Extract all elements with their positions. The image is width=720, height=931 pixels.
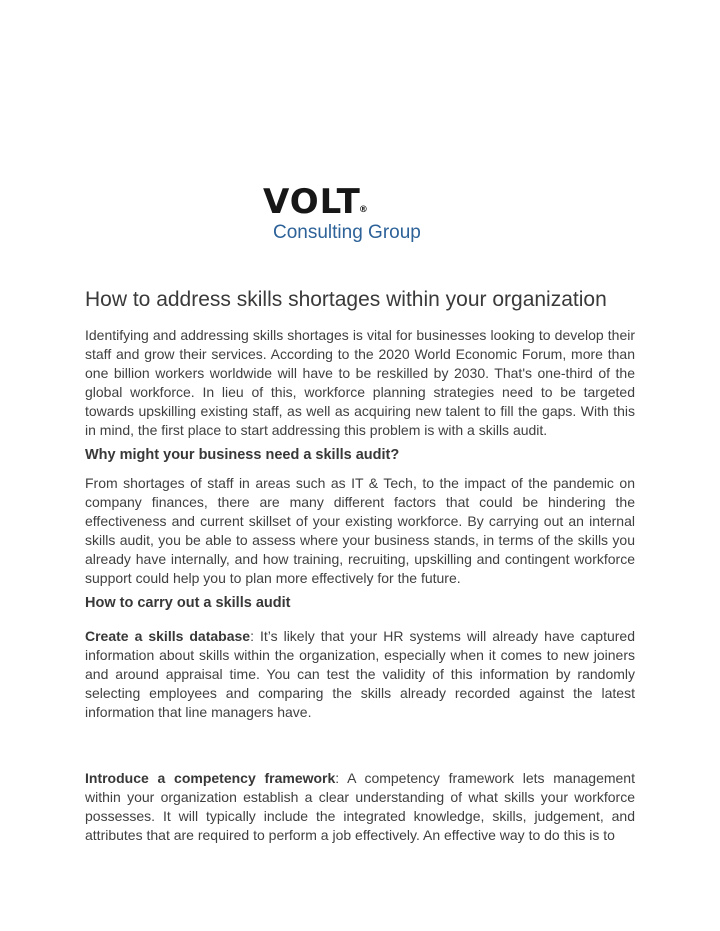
article-title: How to address skills shortages within your organization — [85, 288, 607, 311]
subheading-how-to-carry-out: How to carry out a skills audit — [85, 595, 291, 611]
paragraph-lead-create-skills-database: Create a skills database — [85, 628, 251, 644]
paragraph-why-skills-audit: From shortages of staff in areas such as IT & Tech, to the impact of the pandemic on company finances, there are many different factors that could be hindering the effectiveness and current skillset of your existing workforce. By carrying out an internal skills audit, you be able to assess where your business stands, in terms of the skills you already have internally, and how training, recruiting, upskilling and contingent workforce support could help you to plan more effectively for the future. — [85, 475, 635, 586]
paragraph-text-create-skills-database: : It’s likely that your HR systems will already have captured information about skills within the organization, especially when it comes to new joiners and around appraisal time. You can test the validity of this information by randomly selecting employees and comparing the skills already recorded against the latest information that line managers have. — [85, 628, 635, 720]
paragraph-text-competency-framework: : A competency framework lets management within your organization establish a clear understanding of what skills your workforce possesses. It will typically include the integrated knowledge, skills, judgement, and attributes that are required to perform a job effectively. An effective way to do this is to — [85, 770, 635, 843]
volt-logo-wordmark-row — [263, 182, 421, 222]
paragraph-competency-framework — [85, 769, 635, 845]
volt-logo — [263, 0, 421, 244]
paragraph-intro: Identifying and addressing skills shortages is vital for businesses looking to develop their staff and grow their services. According to the 2020 World Economic Forum, more than one billion workers worldwide will have to be reskilled by 2030. That's one-third of the global workforce. In lieu of this, workforce planning strategies need to be targeted towards upskilling existing staff, as well as acquiring new talent to fill the gaps. With this in mind, the first place to start addressing this problem is with a skills audit. — [85, 327, 635, 438]
volt-logo-tagline: Consulting Group — [273, 222, 421, 243]
registered-trademark-icon: ® — [358, 205, 368, 215]
article-body — [85, 286, 635, 845]
volt-logo-wordmark: VOLT — [263, 182, 361, 222]
paragraph-create-skills-database — [85, 627, 635, 722]
paragraph-lead-competency-framework: Introduce a competency framework — [85, 770, 336, 786]
subheading-why-skills-audit: Why might your business need a skills audit? — [85, 447, 400, 463]
